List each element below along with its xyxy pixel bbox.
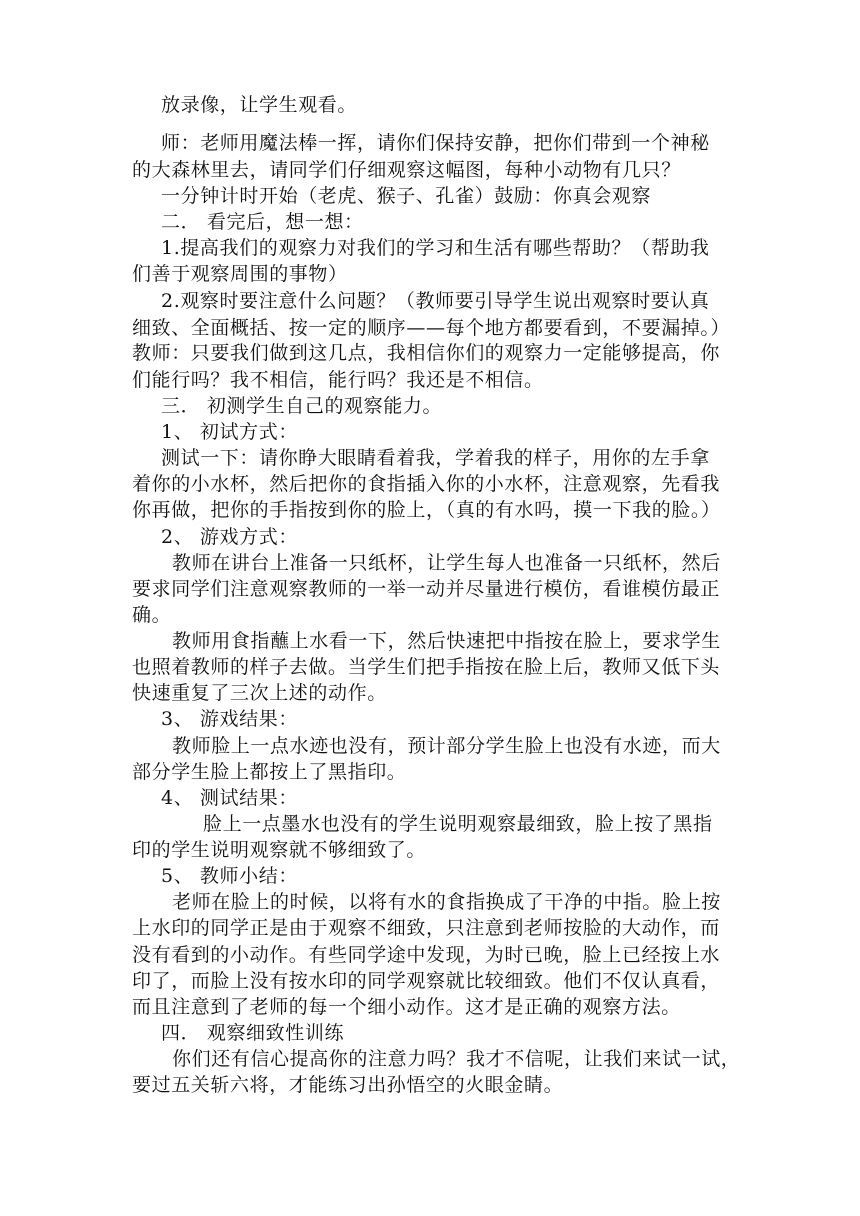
text-line: 要求同学们注意观察教师的一举一动并尽量进行模仿，看谁模仿最正 xyxy=(132,578,721,600)
text-line: 教师在讲台上准备一只纸杯，让学生每人也准备一只纸杯，然后 xyxy=(172,552,721,574)
section-heading: 二． 看完后，想一想： xyxy=(161,211,364,233)
subsection-heading: 5、 教师小结： xyxy=(161,865,298,887)
section-heading: 三． 初测学生自己的观察能力。 xyxy=(161,395,443,417)
subsection-heading: 2、 游戏方式： xyxy=(161,526,298,548)
text-line: 部分学生脸上都按上了黑指印。 xyxy=(132,761,407,783)
text-line: 要过五关斩六将，才能练习出孙悟空的火眼金睛。 xyxy=(132,1074,564,1096)
text-line: 们善于观察周围的事物） xyxy=(132,263,348,285)
text-line: 印的学生说明观察就不够细致了。 xyxy=(132,839,427,861)
text-line: 的大森林里去，请同学们仔细观察这幅图，每种小动物有几只？ xyxy=(132,159,681,181)
text-line: 没有看到的小动作。有些同学途中发现，为时已晚，脸上已经按上水 xyxy=(132,944,721,966)
text-line: 着你的小水杯，然后把你的食指插入你的小水杯，注意观察，先看我 xyxy=(132,473,721,495)
subsection-heading: 3、 游戏结果： xyxy=(161,708,298,730)
text-line: 脸上一点墨水也没有的学生说明观察最细致，脸上按了黑指 xyxy=(203,813,713,835)
text-line: 教师：只要我们做到这几点，我相信你们的观察力一定能够提高，你 xyxy=(132,342,721,364)
text-line: 也照着教师的样子去做。当学生们把手指按在脸上后，教师又低下头 xyxy=(132,656,721,678)
text-line: 确。 xyxy=(132,604,172,626)
text-line: 而且注意到了老师的每一个细小动作。这才是正确的观察方法。 xyxy=(132,996,681,1018)
text-line: 放录像，让学生观看。 xyxy=(161,94,358,116)
text-line: 1.提高我们的观察力对我们的学习和生活有哪些帮助？（帮助我 xyxy=(161,237,710,259)
text-line: 你们还有信心提高你的注意力吗？我才不信呢，让我们来试一试， xyxy=(172,1048,741,1070)
text-line: 一分钟计时开始（老虎、猴子、孔雀）鼓励：你真会观察 xyxy=(161,185,652,207)
text-line: 教师用食指蘸上水看一下，然后快速把中指按在脸上，要求学生 xyxy=(172,630,721,652)
text-line: 测试一下：请你睁大眼睛看着我，学着我的样子，用你的左手拿 xyxy=(161,447,710,469)
text-line: 上水印的同学正是由于观察不细致，只注意到老师按脸的大动作，而 xyxy=(132,917,721,939)
text-line: 2.观察时要注意什么问题？（教师要引导学生说出观察时要认真 xyxy=(161,290,710,312)
section-heading: 四． 观察细致性训练 xyxy=(161,1022,345,1044)
text-line: 印了，而脸上没有按水印的同学观察就比较细致。他们不仅认真看， xyxy=(132,970,721,992)
subsection-heading: 1、 初试方式： xyxy=(161,421,298,443)
text-line: 细致、全面概括、按一定的顺序——每个地方都要看到，不要漏掉。） xyxy=(132,317,731,339)
text-line: 师：老师用魔法棒一挥，请你们保持安静，把你们带到一个神秘 xyxy=(161,132,710,154)
text-line: 快速重复了三次上述的动作。 xyxy=(132,682,387,704)
text-line: 教师脸上一点水迹也没有，预计部分学生脸上也没有水迹，而大 xyxy=(172,735,721,757)
text-line: 老师在脸上的时候，以将有水的食指换成了干净的中指。脸上按 xyxy=(172,891,721,913)
text-line: 你再做，把你的手指按到你的脸上，（真的有水吗，摸一下我的脸。） xyxy=(132,499,721,521)
subsection-heading: 4、 测试结果： xyxy=(161,787,298,809)
text-line: 们能行吗？我不相信，能行吗？我还是不相信。 xyxy=(132,369,544,391)
